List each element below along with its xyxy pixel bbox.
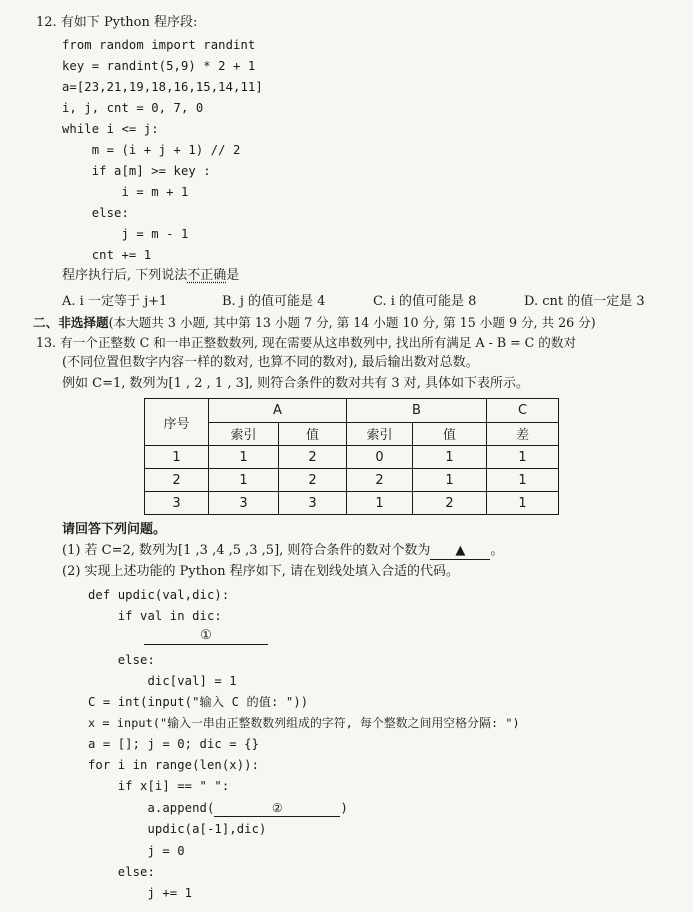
q13-code-line-2: if val in dic: bbox=[88, 609, 222, 623]
q12-option-d: D. cnt 的值一定是 3 bbox=[524, 294, 645, 309]
q12-code-line-1: from random import randint bbox=[62, 38, 256, 52]
q13-code-line-1: def updic(val,dic): bbox=[88, 588, 230, 602]
q13-code-line-4: else: bbox=[88, 653, 155, 667]
table-cell: 1 bbox=[413, 469, 487, 492]
table-header-diff: 差 bbox=[487, 422, 559, 446]
table-cell: 2 bbox=[145, 469, 209, 492]
q13-code-line-14: else: bbox=[88, 865, 155, 879]
table-cell: 1 bbox=[145, 446, 209, 469]
q13-code-line-8: a = []; j = 0; dic = {} bbox=[88, 737, 260, 751]
table-cell: 1 bbox=[487, 446, 559, 469]
q13-part-1-text: (1) 若 C=2, 数列为[1 ,3 ,4 ,5 ,3 ,5], 则符合条件的数对个数为 bbox=[62, 543, 431, 558]
q13-code-line-9: for i in range(len(x)): bbox=[88, 758, 260, 772]
table-cell: 2 bbox=[347, 469, 413, 492]
q13-answer-intro: 请回答下列问题。 bbox=[62, 522, 167, 537]
q13-code-line-6: C = int(input("输入 C 的值: ")) bbox=[88, 695, 309, 709]
section-heading bbox=[33, 314, 596, 332]
table-cell: 3 bbox=[145, 492, 209, 515]
table-cell: 3 bbox=[209, 492, 279, 515]
table-cell: 1 bbox=[209, 469, 279, 492]
q12-code-line-10: j = m - 1 bbox=[62, 227, 189, 241]
q12-code-line-2: key = randint(5,9) * 2 + 1 bbox=[62, 59, 256, 73]
q12-prompt bbox=[62, 267, 239, 285]
q13-line-1: 13. 有一个正整数 C 和一串正整数数列, 现在需要从这串数列中, 找出所有满足 A - B = C 的数对 bbox=[36, 335, 577, 350]
q13-part-2: (2) 实现上述功能的 Python 程序如下, 请在划线处填入合适的代码。 bbox=[62, 564, 459, 579]
q13-code-line-15: j += 1 bbox=[88, 886, 193, 900]
q12-option-b: B. j 的值可能是 4 bbox=[222, 294, 326, 309]
q12-code-line-6: m = (i + j + 1) // 2 bbox=[62, 143, 241, 157]
answer-blank-1: ① bbox=[144, 628, 268, 645]
q13-code-line-12: updic(a[-1],dic) bbox=[88, 822, 267, 836]
table-row bbox=[145, 492, 559, 515]
q12-code-line-3: a=[23,21,19,18,16,15,14,11] bbox=[62, 80, 263, 94]
q12-option-a: A. i 一定等于 j+1 bbox=[62, 294, 168, 309]
q13-code-line-7: x = input("输入一串由正整数数列组成的字符, 每个整数之间用空格分隔: ") bbox=[88, 716, 520, 730]
section-heading-detail: (本大题共 3 小题, 其中第 13 小题 7 分, 第 14 小题 10 分, 第 15 小题 9 分, 共 26 分) bbox=[108, 315, 596, 330]
q12-prompt-post: 是 bbox=[226, 268, 240, 283]
q13-line-2: (不同位置但数字内容一样的数对, 也算不同的数对), 最后输出数对总数。 bbox=[62, 355, 479, 370]
q13-code-line-11-post: ) bbox=[340, 801, 348, 815]
answer-blank-2: ② bbox=[214, 800, 340, 817]
table-header-group-b: B bbox=[347, 399, 487, 423]
q13-code-line-10: if x[i] == " ": bbox=[88, 779, 230, 793]
q12-prompt-pre: 程序执行后, 下列说法 bbox=[62, 268, 188, 283]
q13-code-line-13: j = 0 bbox=[88, 844, 185, 858]
q13-code-line-5: dic[val] = 1 bbox=[88, 674, 237, 688]
table-group-header-row bbox=[145, 399, 559, 423]
table-header-a-value: 值 bbox=[279, 422, 347, 446]
table-cell: 3 bbox=[279, 492, 347, 515]
q13-code-blank-row-1 bbox=[144, 627, 268, 645]
table-cell: 0 bbox=[347, 446, 413, 469]
q13-line-3: 例如 C=1, 数列为[1 , 2 , 1 , 3], 则符合条件的数对共有 3 对, 具体如下表所示。 bbox=[62, 376, 529, 391]
table-header-group-c: C bbox=[487, 399, 559, 423]
q12-code-line-9: else: bbox=[62, 206, 129, 220]
q13-part-1-end: 。 bbox=[490, 543, 504, 558]
table-header-b-index: 索引 bbox=[347, 422, 413, 446]
table-header-b-value: 值 bbox=[413, 422, 487, 446]
q13-code-line-11-pre: a.append( bbox=[88, 801, 215, 815]
table-row bbox=[145, 446, 559, 469]
q12-title: 12. 有如下 Python 程序段: bbox=[36, 15, 198, 30]
table-row bbox=[145, 469, 559, 492]
table-header-group-a: A bbox=[209, 399, 347, 423]
table-header-a-index: 索引 bbox=[209, 422, 279, 446]
table-header-seq: 序号 bbox=[145, 399, 209, 446]
q12-code-line-7: if a[m] >= key : bbox=[62, 164, 211, 178]
table-cell: 1 bbox=[487, 469, 559, 492]
table-cell: 1 bbox=[209, 446, 279, 469]
table-cell: 2 bbox=[279, 469, 347, 492]
q12-code-line-8: i = m + 1 bbox=[62, 185, 189, 199]
q13-code-line-11 bbox=[88, 799, 348, 817]
example-pairs-table bbox=[144, 398, 559, 515]
table-cell: 1 bbox=[487, 492, 559, 515]
q12-code-line-11: cnt += 1 bbox=[62, 248, 152, 262]
table-cell: 1 bbox=[347, 492, 413, 515]
q12-code-line-5: while i <= j: bbox=[62, 122, 159, 136]
q12-prompt-emphasis: 不正确 bbox=[187, 268, 227, 283]
table-cell: 2 bbox=[413, 492, 487, 515]
q13-part-1 bbox=[62, 542, 503, 560]
table-cell: 1 bbox=[413, 446, 487, 469]
q12-code-line-4: i, j, cnt = 0, 7, 0 bbox=[62, 101, 204, 115]
answer-blank-part-1: ▲ bbox=[430, 543, 490, 560]
q12-option-c: C. i 的值可能是 8 bbox=[373, 294, 477, 309]
table-cell: 2 bbox=[279, 446, 347, 469]
section-heading-title: 二、非选择题 bbox=[33, 315, 109, 330]
